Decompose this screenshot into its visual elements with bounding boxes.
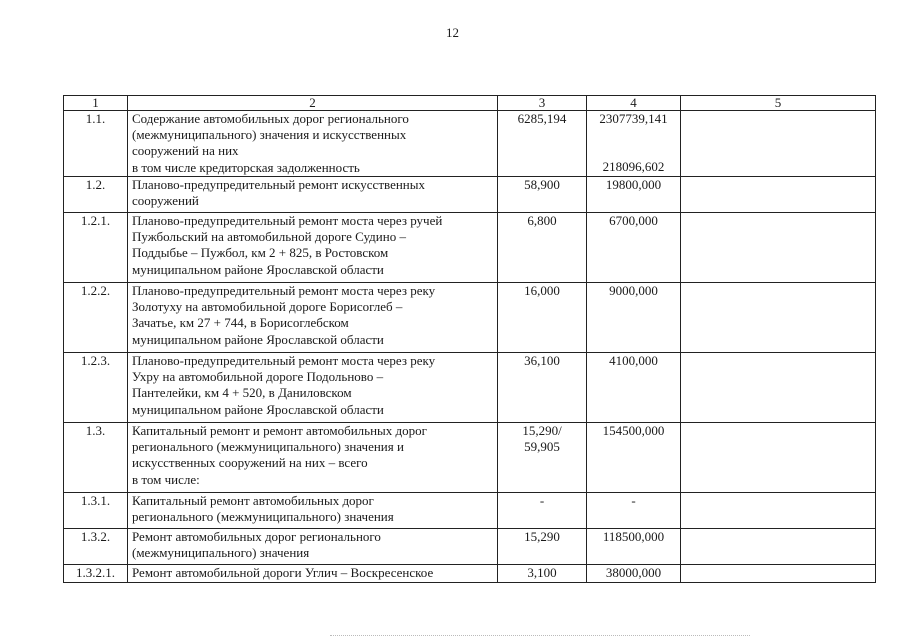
- row-name: [128, 353, 498, 423]
- row-name-line: искусственных сооружений на них – всего: [132, 455, 368, 471]
- row-col3: 36,100: [498, 353, 587, 423]
- row-name: [128, 493, 498, 529]
- row-name: [128, 565, 498, 583]
- row-number: 1.2.2.: [64, 283, 128, 353]
- row-name-line: в том числе:: [132, 471, 200, 487]
- row-col5: [681, 111, 876, 177]
- row-col5: [681, 565, 876, 583]
- table-row: [64, 423, 876, 493]
- row-col4-total: 2307739,141: [599, 111, 668, 126]
- row-name-line: Капитальный ремонт автомобильных дорог: [132, 493, 374, 508]
- header-col-3: 3: [498, 96, 587, 111]
- row-name-line: (межмуниципального) значения и искусственных: [132, 127, 407, 143]
- row-number: 1.2.: [64, 177, 128, 213]
- row-name-line: Пужбольский на автомобильной дороге Судино –: [132, 229, 406, 245]
- row-name-line: Ремонт автомобильных дорог регионального: [132, 529, 381, 544]
- table-row: [64, 565, 876, 583]
- header-col-1: 1: [64, 96, 128, 111]
- row-name: [128, 529, 498, 565]
- row-col3: 6,800: [498, 213, 587, 283]
- row-name-line: Планово-предупредительный ремонт искусственных: [132, 177, 425, 192]
- row-col4: 9000,000: [587, 283, 681, 353]
- row-number: 1.1.: [64, 111, 128, 177]
- header-col-4: 4: [587, 96, 681, 111]
- header-col-2: 2: [128, 96, 498, 111]
- table-row: [64, 283, 876, 353]
- row-name-line: Ремонт автомобильной дороги Углич – Воскресенское: [132, 565, 434, 580]
- row-name-line: Планово-предупредительный ремонт моста через реку: [132, 283, 436, 298]
- row-name-line: Зачатье, км 27 + 744, в Борисоглебском: [132, 315, 349, 331]
- row-name-line: Капитальный ремонт и ремонт автомобильных дорог: [132, 423, 427, 438]
- row-col4-creditor: 218096,602: [602, 159, 665, 175]
- row-name-line: муниципальном районе Ярославской области: [132, 331, 384, 347]
- row-name-line: Планово-предупредительный ремонт моста через ручей: [132, 213, 443, 228]
- table-row: [64, 529, 876, 565]
- row-col5: [681, 177, 876, 213]
- row-name-line: Ухру на автомобильной дороге Подольново –: [132, 369, 384, 385]
- header-col-5: 5: [681, 96, 876, 111]
- row-number: 1.2.1.: [64, 213, 128, 283]
- row-col4: 19800,000: [587, 177, 681, 213]
- data-table: [63, 95, 876, 583]
- row-name-line: Содержание автомобильных дорог регионального: [132, 111, 409, 126]
- row-col4: 118500,000: [587, 529, 681, 565]
- row-name-line: в том числе кредиторская задолженность: [132, 159, 360, 175]
- table-row: [64, 493, 876, 529]
- row-name: [128, 111, 498, 177]
- row-number: 1.3.: [64, 423, 128, 493]
- row-col4: 4100,000: [587, 353, 681, 423]
- row-col3: 15,290: [498, 529, 587, 565]
- table-row: [64, 353, 876, 423]
- row-name-line: муниципальном районе Ярославской области: [132, 261, 384, 277]
- row-number: 1.3.2.: [64, 529, 128, 565]
- row-col5: [681, 493, 876, 529]
- row-col4: [587, 111, 681, 177]
- row-name-line: сооружений на них: [132, 143, 239, 159]
- row-name-line: Золотуху на автомобильной дороге Борисоглеб –: [132, 299, 403, 315]
- row-number: 1.3.2.1.: [64, 565, 128, 583]
- row-name: [128, 283, 498, 353]
- row-col3: 16,000: [498, 283, 587, 353]
- scan-artifact: [330, 633, 750, 636]
- page-number: 12: [446, 25, 459, 40]
- table-row: [64, 213, 876, 283]
- row-col5: [681, 283, 876, 353]
- row-name-line: (межмуниципального) значения: [132, 545, 310, 561]
- row-col4: -: [587, 493, 681, 529]
- row-name-line: Поддыбье – Пужбол, км 2 + 825, в Ростовском: [132, 245, 389, 261]
- row-col3-first: 15,290/: [522, 423, 562, 438]
- row-number: 1.3.1.: [64, 493, 128, 529]
- row-col5: [681, 529, 876, 565]
- row-name: [128, 423, 498, 493]
- row-name: [128, 213, 498, 283]
- row-col3: [498, 423, 587, 493]
- row-col3: 58,900: [498, 177, 587, 213]
- row-number: 1.2.3.: [64, 353, 128, 423]
- row-col5: [681, 353, 876, 423]
- row-col3: 6285,194: [498, 111, 587, 177]
- row-name-line: регионального (межмуниципального) значения: [132, 509, 394, 525]
- header-row: [64, 96, 876, 111]
- table-row: [64, 111, 876, 177]
- row-name: [128, 177, 498, 213]
- row-col4: 38000,000: [587, 565, 681, 583]
- row-name-line: регионального (межмуниципального) значения и: [132, 439, 404, 455]
- row-col4: 154500,000: [587, 423, 681, 493]
- table-row: [64, 177, 876, 213]
- row-col3: -: [498, 493, 587, 529]
- row-col5: [681, 213, 876, 283]
- row-col3-second: 59,905: [524, 439, 560, 455]
- row-name-line: Планово-предупредительный ремонт моста через реку: [132, 353, 436, 368]
- row-col3: 3,100: [498, 565, 587, 583]
- row-col4: 6700,000: [587, 213, 681, 283]
- row-col5: [681, 423, 876, 493]
- row-name-line: Пантелейки, км 4 + 520, в Даниловском: [132, 385, 352, 401]
- row-name-line: сооружений: [132, 193, 199, 209]
- row-name-line: муниципальном районе Ярославской области: [132, 401, 384, 417]
